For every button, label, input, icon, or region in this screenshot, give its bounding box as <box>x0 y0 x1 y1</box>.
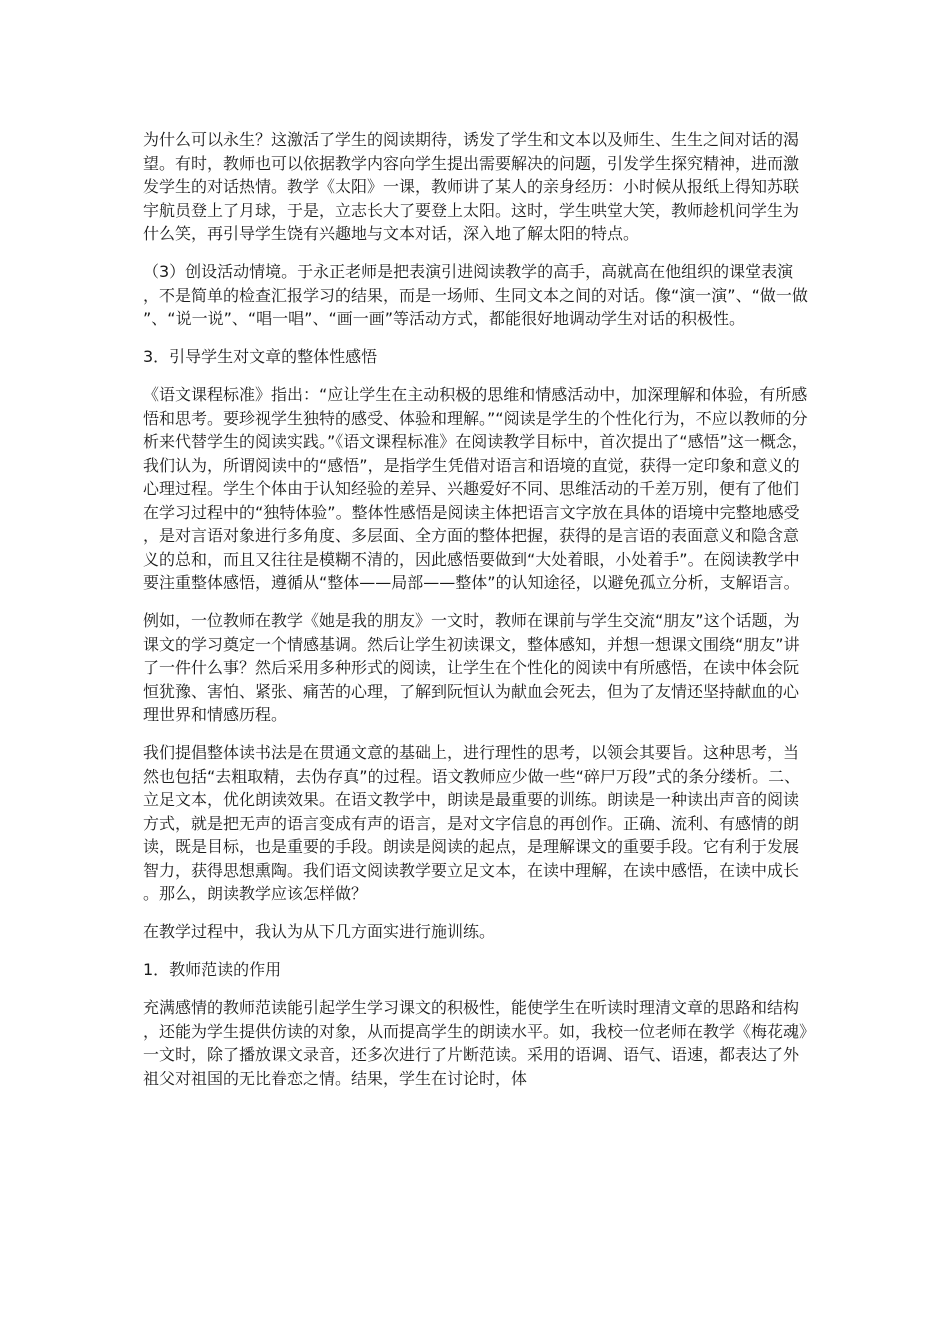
paragraph-6: 我们提倡整体读书法是在贯通文意的基础上，进行理性的思考，以领会其要旨。这种思考，当然也包括“去粗取精，去伪存真”的过程。语文教师应少做一些“碎尸万段”式的条分缕析。二、立足文本，优化朗读效果。在语文教学中，朗读是最重要的训练。朗读是一种读出声音的阅读方式，就是把无声的语言变成有声的语言，是对文字信息的再创作。正确、流利、有感情的朗读，既是目标，也是重要的手段。朗读是阅读的起点，是理解课文的重要手段。它有利于发展智力，获得思想熏陶。我们语文阅读教学要立足文本，在读中理解，在读中感悟，在读中成长。那么，朗读教学应该怎样做？ <box>143 743 801 903</box>
paragraph-7: 在教学过程中，我认为从下几方面实进行施训练。 <box>143 922 496 941</box>
paragraph-1: 为什么可以永生？这激活了学生的阅读期待，诱发了学生和文本以及师生、生生之间对话的渴望。有时，教师也可以依据教学内容向学生提出需要解决的问题，引发学生探究精神，进而激发学生的对话热情。教学《太阳》一课，教师讲了某人的亲身经历：小时候从报纸上得知苏联宇航员登上了月球，于是，立志长大了要登上太阳。这时，学生哄堂大笑，教师趁机问学生为什么笑，再引导学生饶有兴趣地与文本对话，深入地了解太阳的特点。 <box>143 130 800 243</box>
section-heading-1: 1．教师范读的作用 <box>143 960 282 979</box>
section-heading-3: 3．引导学生对文章的整体性感悟 <box>143 347 378 366</box>
paragraph-4: 《语文课程标准》指出：“应让学生在主动积极的思维和情感活动中，加深理解和体验，有所感悟和思考。要珍视学生独特的感受、体验和理解。”“阅读是学生的个性化行为，不应以教师的分析来代替学生的阅读实践。”《语文课程标准》在阅读教学目标中，首次提出了“感悟”这一概念，我们认为，所谓阅读中的“感悟”，是指学生凭借对语言和语境的直觉，获得一定印象和意义的心理过程。学生个体由于认知经验的差异、兴趣爱好不同、思维活动的千差万别，便有了他们在学习过程中的“独特体验”。整体性感悟是阅读主体把语言文字放在具体的语境中完整地感受，是对言语对象进行多角度、多层面、全方面的整体把握，获得的是言语的表面意义和隐含意义的总和，而且又往往是模糊不清的，因此感悟要做到“大处着眼，小处着手”。在阅读教学中要注重整体感悟，遵循从“整体——局部——整体”的认知途径，以避免孤立分析，支解语言。 <box>143 385 808 592</box>
paragraph-5: 例如，一位教师在教学《她是我的朋友》一文时，教师在课前与学生交流“朋友”这个话题，为课文的学习奠定一个情感基调。然后让学生初读课文，整体感知，并想一想课文围绕“朋友”讲了一件什么事？然后采用多种形式的阅读，让学生在个性化的阅读中有所感悟，在读中体会阮恒犹豫、害怕、紧张、痛苦的心理，了解到阮恒认为献血会死去，但为了友情还坚持献血的心理世界和情感历程。 <box>143 611 800 724</box>
document-body <box>143 128 809 1105</box>
paragraph-9: 充满感情的教师范读能引起学生学习课文的积极性，能使学生在听读时理清文章的思路和结构，还能为学生提供仿读的对象，从而提高学生的朗读水平。如，我校一位老师在教学《梅花魂》一文时，除了播放课文录音，还多次进行了片断范读。采用的语调、语气、语速，都表达了外祖父对祖国的无比眷恋之情。结果，学生在讨论时，体 <box>143 998 808 1088</box>
paragraph-2: （3）创设活动情境。于永正老师是把表演引进阅读教学的高手，高就高在他组织的课堂表演，不是简单的检查汇报学习的结果，而是一场师、生同文本之间的对话。像“演一演”、“做一做”、“说一说”、“唱一唱”、“画一画”等活动方式，都能很好地调动学生对话的积极性。 <box>143 262 808 328</box>
